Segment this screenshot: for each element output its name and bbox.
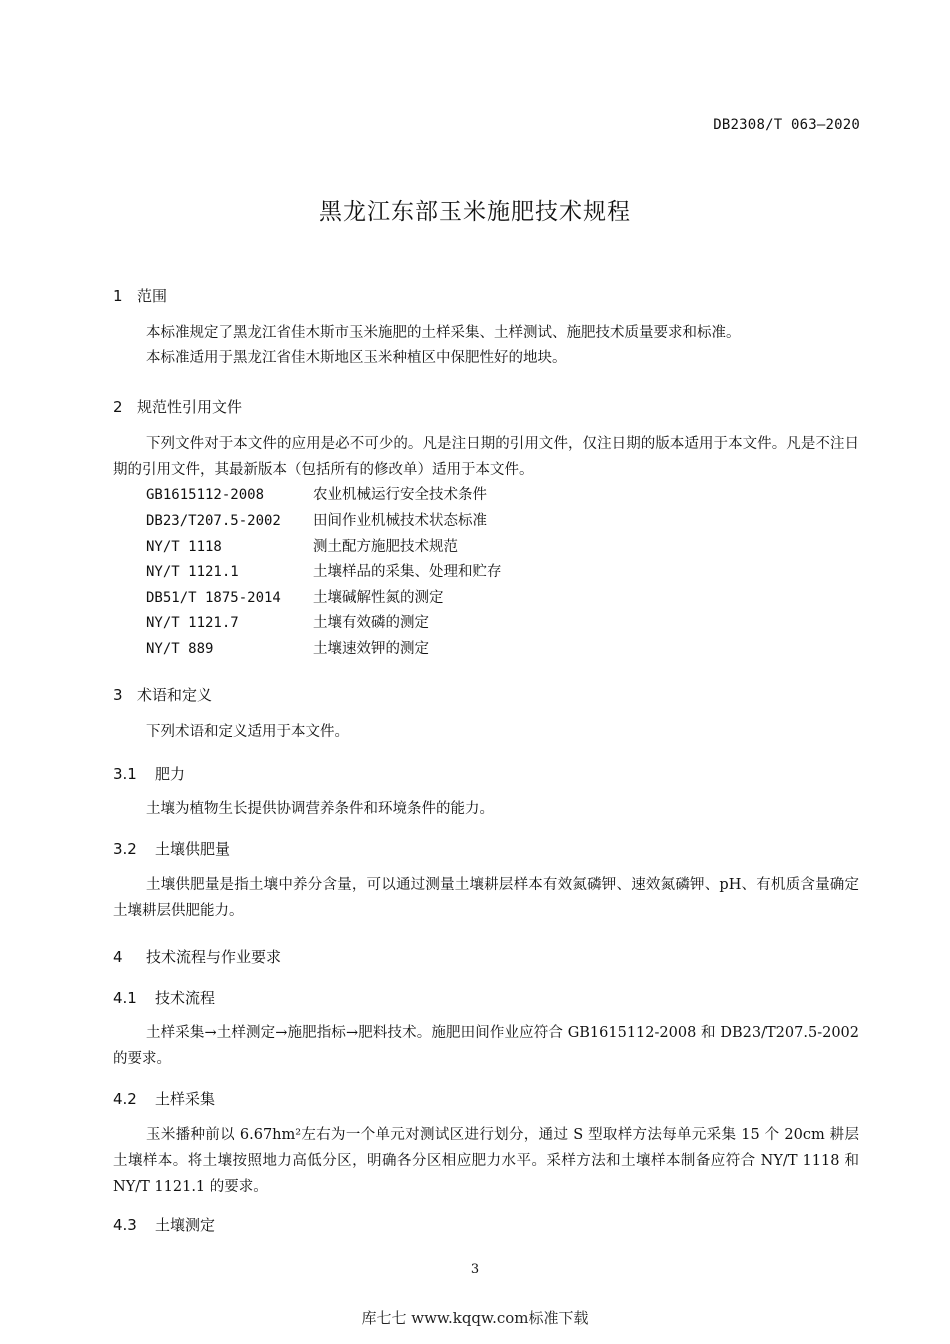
reference-name: 测土配方施肥技术规范 <box>313 539 458 555</box>
section-title: 肥力 <box>155 765 186 783</box>
paragraph: 土样采集→土样测定→施肥指标→肥料技术。施肥田间作业应符合 GB1615112-2008 和 DB23/T207.5-2002 的要求。 <box>113 1025 859 1067</box>
reference-code: NY/T 1121.1 <box>146 564 239 580</box>
section-title: 技术流程 <box>155 989 216 1007</box>
reference-code: DB23/T207.5-2002 <box>146 513 281 529</box>
reference-code: NY/T 889 <box>146 641 214 657</box>
reference-item <box>146 483 487 504</box>
section-number: 4.3 <box>113 1216 137 1234</box>
section-number: 4 <box>113 948 123 966</box>
section-number: 4.1 <box>113 989 137 1007</box>
reference-code: NY/T 1121.7 <box>146 615 239 631</box>
section-number: 4.2 <box>113 1090 137 1108</box>
section-heading-2 <box>113 396 242 417</box>
section-heading-1 <box>113 285 167 306</box>
paragraph: 本标准规定了黑龙江省佳木斯市玉米施肥的土样采集、土样测试、施肥技术质量要求和标准。 <box>146 325 741 341</box>
section-heading-4 <box>113 946 281 967</box>
reference-item <box>146 637 429 658</box>
document-title: 黑龙江东部玉米施肥技术规程 <box>319 199 631 225</box>
reference-name: 土壤有效磷的测定 <box>313 615 429 631</box>
section-title: 术语和定义 <box>137 686 213 704</box>
section-heading-3-1 <box>113 763 185 784</box>
reference-name: 田间作业机械技术状态标准 <box>313 513 487 529</box>
reference-name: 土壤碱解性氮的测定 <box>313 590 444 606</box>
section-title: 土壤供肥量 <box>155 840 231 858</box>
paragraph: 下列术语和定义适用于本文件。 <box>146 724 349 740</box>
reference-item <box>146 586 444 607</box>
section-heading-4-3 <box>113 1214 215 1235</box>
section-number: 3.2 <box>113 840 137 858</box>
section-heading-4-2 <box>113 1088 215 1109</box>
section-heading-3-2 <box>113 838 230 859</box>
section-title: 技术流程与作业要求 <box>146 948 282 966</box>
standard-number: DB2308/T 063—2020 <box>713 117 860 133</box>
watermark-footer: 库七七 www.kqqw.com标准下载 <box>361 1309 589 1327</box>
section-number: 3.1 <box>113 765 137 783</box>
section-heading-3 <box>113 684 212 705</box>
section-title: 土样采集 <box>155 1090 216 1108</box>
paragraph: 本标准适用于黑龙江省佳木斯地区玉米种植区中保肥性好的地块。 <box>146 350 567 366</box>
paragraph: 玉米播种前以 6.67hm²左右为一个单元对测试区进行划分，通过 S 型取样方法每单元采集 15 个 20cm 耕层土壤样本。将土壤按照地力高低分区，明确各分区相应肥力水平。采样方法和土壤样本制备应符合 NY/T 1118 和 NY/T 1121.1 的要求。 <box>113 1127 859 1195</box>
reference-item <box>146 560 502 581</box>
section-number: 1 <box>113 287 123 305</box>
reference-item <box>146 611 429 632</box>
paragraph: 下列文件对于本文件的应用是必不可少的。凡是注日期的引用文件，仅注日期的版本适用于本文件。凡是不注日期的引用文件，其最新版本（包括所有的修改单）适用于本文件。 <box>113 436 859 478</box>
section-title: 规范性引用文件 <box>137 398 243 416</box>
reference-name: 农业机械运行安全技术条件 <box>313 487 487 503</box>
section-number: 2 <box>113 398 123 416</box>
page-number: 3 <box>470 1262 480 1277</box>
reference-name: 土壤样品的采集、处理和贮存 <box>313 564 502 580</box>
reference-code: GB1615112-2008 <box>146 487 265 503</box>
section-title: 范围 <box>137 287 168 305</box>
paragraph: 土壤为植物生长提供协调营养条件和环境条件的能力。 <box>146 801 494 817</box>
paragraph: 土壤供肥量是指土壤中养分含量，可以通过测量土壤耕层样本有效氮磷钾、速效氮磷钾、pH、有机质含量确定土壤耕层供肥能力。 <box>113 877 859 919</box>
section-title: 土壤测定 <box>155 1216 216 1234</box>
section-heading-4-1 <box>113 987 215 1008</box>
reference-code: DB51/T 1875-2014 <box>146 590 281 606</box>
reference-code: NY/T 1118 <box>146 539 222 555</box>
reference-name: 土壤速效钾的测定 <box>313 641 429 657</box>
section-number: 3 <box>113 686 123 704</box>
reference-item <box>146 535 458 556</box>
reference-item <box>146 509 487 530</box>
